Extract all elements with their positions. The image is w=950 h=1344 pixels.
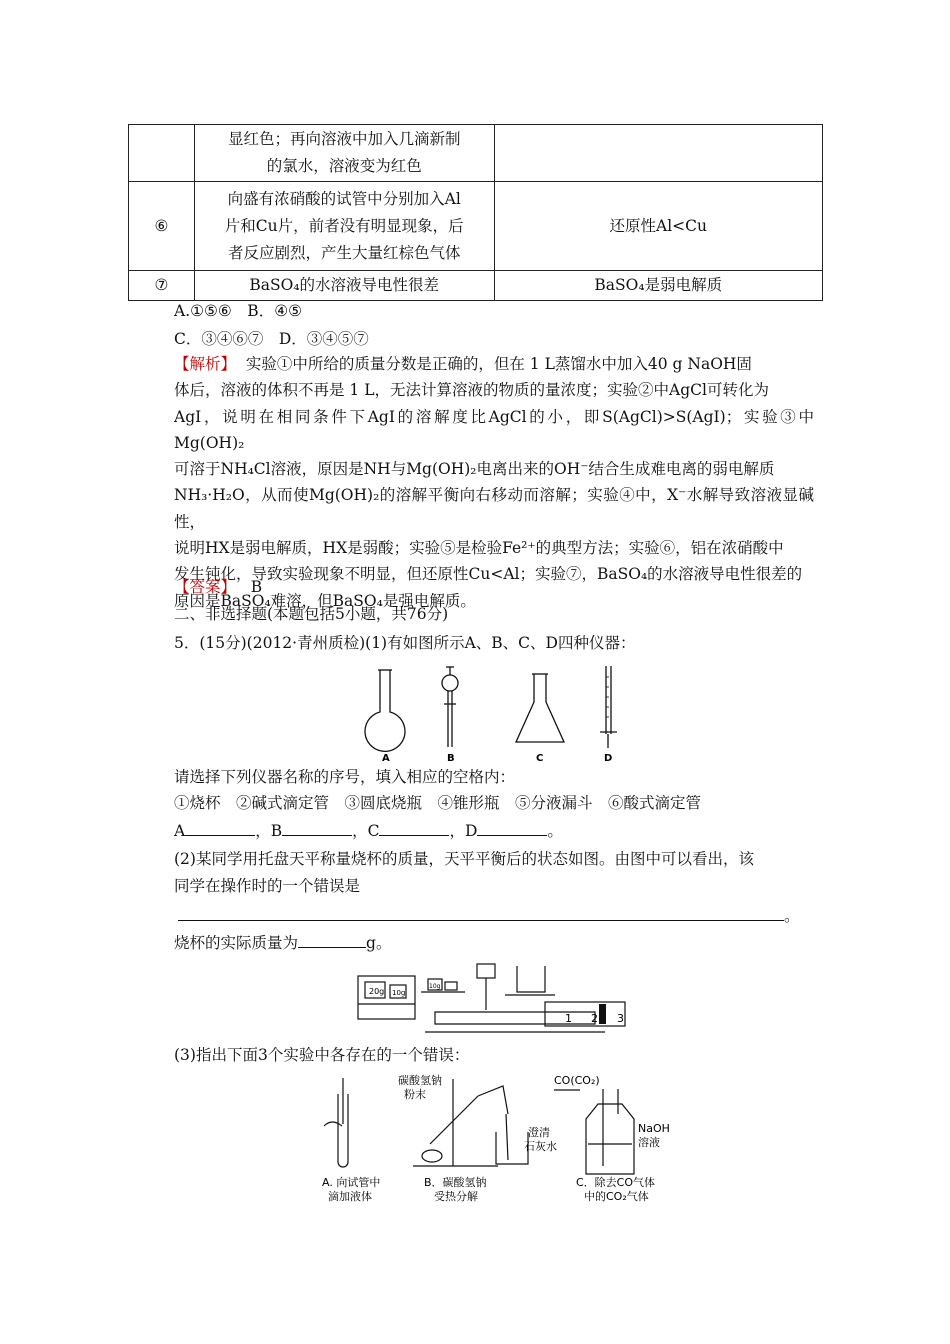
table-row xyxy=(129,125,823,182)
blank-a[interactable] xyxy=(185,820,255,836)
blank-c[interactable] xyxy=(379,820,449,836)
blank-d[interactable] xyxy=(477,820,547,836)
label-solution: 溶液 xyxy=(638,1136,660,1149)
q5-p3: (3)指出下面3个实验中各存在的一个错误： xyxy=(174,1046,470,1064)
options-line-2: C．③④⑥⑦ D．③④⑤⑦ xyxy=(174,330,369,348)
answer-line xyxy=(174,574,262,600)
balance-figure xyxy=(355,962,630,1036)
caption-a-2: 滴加液体 xyxy=(328,1190,372,1203)
caption-c-1: C．除去CO气体 xyxy=(576,1176,656,1189)
label-a: A xyxy=(382,753,390,764)
blank-b[interactable] xyxy=(282,820,352,836)
analysis-line: 说明HX是弱电解质，HX是弱酸；实验⑤是检验Fe²⁺的典型方法；实验⑥，铝在浓硝酸中 xyxy=(174,539,784,558)
table-row xyxy=(129,182,823,271)
label-naoh: NaOH xyxy=(638,1122,670,1135)
conclusion-text: 还原性Al<Cu xyxy=(494,182,823,271)
label-limewater-1: 澄清 xyxy=(528,1126,550,1139)
conclusion-text xyxy=(494,125,823,182)
q5-mass-line: 烧杯的实际质量为 g。 xyxy=(174,934,392,952)
instruments-figure xyxy=(360,662,630,764)
q5-blanks: A ，B ，C ，D 。 xyxy=(174,822,563,840)
q5-stem: 5．(15分)(2012·青州质检)(1)有如图所示A、B、C、D四种仪器： xyxy=(174,634,636,652)
caption-b-2: 受热分解 xyxy=(434,1190,478,1203)
scale-tick-1: 1 xyxy=(565,1012,572,1025)
analysis-tag: 【解析】 xyxy=(174,355,237,373)
weight-10g: 10g xyxy=(392,989,406,997)
analysis-line: 发生钝化，导致实验现象不明显，但还原性Cu<Al；实验⑦，BaSO₄的水溶液导电性很差的 xyxy=(174,565,803,584)
label-nahco3: 碳酸氢钠 xyxy=(398,1074,442,1087)
error-blank[interactable] xyxy=(178,905,784,921)
analysis-line: 体后，溶液的体积不再是 1 L，无法计算溶液的物质的量浓度；实验②中AgCl可转化为 xyxy=(174,381,769,400)
options-line-1: A.①⑤⑥ B．④⑤ xyxy=(174,302,302,320)
row-number xyxy=(129,125,195,182)
row-number: ⑥ xyxy=(129,182,195,271)
scale-tick-2: 2 xyxy=(591,1012,598,1025)
caption-a-1: A. 向试管中 xyxy=(322,1176,381,1189)
q5-p2-blank-line: 。 xyxy=(178,903,800,929)
experiments-figure xyxy=(318,1074,690,1204)
weight-10g-pan: 10g xyxy=(429,983,441,990)
label-limewater-2: 石灰水 xyxy=(524,1140,557,1153)
row-number: ⑦ xyxy=(129,271,195,301)
analysis-line: AgI，说明在相同条件下AgI的溶解度比AgCl的小，即S(AgCl)>S(AgI)；实验③中Mg(OH)₂ xyxy=(174,407,814,452)
flask-icon xyxy=(365,670,405,751)
analysis-line: NH₃·H₂O，从而使Mg(OH)₂的溶解平衡向右移动而溶解；实验④中，X⁻水解导致溶液显碱性， xyxy=(174,486,814,531)
scale-tick-3: 3 xyxy=(617,1012,624,1025)
caption-b-1: B．碳酸氢钠 xyxy=(424,1176,487,1189)
table-row xyxy=(129,271,823,301)
experiment-text: 显红色；再向溶液中加入几滴新制的氯水，溶液变为红色 xyxy=(194,125,494,182)
answer-value: B xyxy=(250,578,263,596)
section-heading: 二、非选择题(本题包括5小题，共76分) xyxy=(174,605,449,623)
q5-p2-line2: 同学在操作时的一个错误是 xyxy=(174,877,361,895)
caption-c-2: 中的CO₂气体 xyxy=(584,1190,649,1203)
analysis-line: 实验①中所给的质量分数是正确的，但在 1 L蒸馏水中加入40 g NaOH固 xyxy=(245,355,752,373)
label-d: D xyxy=(604,753,613,764)
weight-20g: 20g xyxy=(369,987,385,996)
label-c: C xyxy=(536,753,544,764)
answer-tag: 【答案】 xyxy=(174,578,237,596)
q5-prompt: 请选择下列仪器名称的序号，填入相应的空格内： xyxy=(174,768,516,786)
q5-choices: ①烧杯 ②碱式滴定管 ③圆底烧瓶 ④锥形瓶 ⑤分液漏斗 ⑥酸式滴定管 xyxy=(174,794,702,812)
experiment-table xyxy=(128,124,823,301)
label-b: B xyxy=(447,753,455,764)
experiment-text: BaSO₄的水溶液导电性很差 xyxy=(194,271,494,301)
analysis-line: 可溶于NH₄Cl溶液，原因是NH与Mg(OH)₂电离出来的OH⁻结合生成难电离的弱电解质 xyxy=(174,460,775,479)
analysis-block xyxy=(174,351,814,614)
analysis-line: 原因是BaSO₄难溶，但BaSO₄是强电解质。 xyxy=(174,591,476,610)
label-co-co2: CO(CO₂) xyxy=(554,1074,600,1087)
label-powder: 粉末 xyxy=(404,1088,426,1101)
q5-p2-line1: (2)某同学用托盘天平称量烧杯的质量，天平平衡后的状态如图。由图中可以看出，该 xyxy=(174,850,754,868)
conical-flask-icon xyxy=(516,674,564,742)
conclusion-text: BaSO₄是弱电解质 xyxy=(494,271,823,301)
mass-blank[interactable] xyxy=(298,932,366,948)
experiment-text: 向盛有浓硝酸的试管中分别加入Al片和Cu片，前者没有明显现象，后者反应剧烈，产生大量红棕色气体 xyxy=(194,182,494,271)
